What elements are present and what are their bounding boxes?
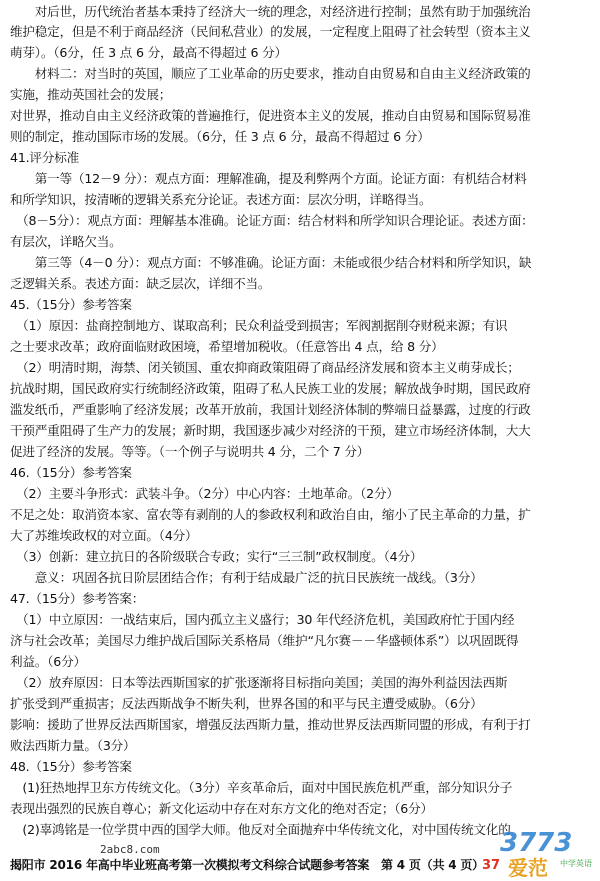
text-line: 济与社会改革；美国尽力维护战后国际关系格局（维护“凡尔赛－－华盛顿体系”）以巩固既得 [10,633,519,648]
logo-subtitle: 中学英语 [560,859,592,868]
text-line: 维护稳定，但是不利于商品经济（民间私营业）的发展，一定程度上阻碍了社会转型（资本主义 [10,24,531,39]
text-line: 实施，推动英国社会的发展； [10,87,172,102]
text-line: 大了苏维埃政权的对立面。（4分） [10,528,198,543]
text-line: 第一等（12－9 分）：观点方面：理解准确，提及利弊两个方面。论证方面：有机结合材料 [10,171,527,186]
text-line: 败法西斯力量。（3分） [10,738,136,753]
text-line: 影响：援助了世界反法西斯国家，增强反法西斯力量，推动世界反法西斯同盟的形成，有利于打 [10,717,531,732]
text-line: （2）明清时期，海禁、闭关锁国、重农抑商政策阻碍了商品经济发展和资本主义萌芽成长； [10,360,520,375]
text-line: 干预严重阻碍了生产力的发展；新时期，我国逐步减少对经济的干预，建立市场经济体制，大大 [10,423,531,438]
section-heading: 48.（15分）参考答案 [10,759,132,774]
section-heading: 41.评分标准 [10,150,80,165]
text-line: 之士要求改革；政府面临财政困境，希望增加税收。（任意答出 4 点，给 8 分） [10,339,444,354]
watermark-url: 2abc8.com [100,843,160,856]
text-line: 萌芽）。（6分，任 3 点 6 分，最高不得超过 6 分） [10,45,287,60]
text-line: (2)辜鸿铭是一位学贯中西的国学大师。他反对全面抛弃中华传统文化，对中国传统文化的 [10,822,511,837]
text-line: （8－5分）：观点方面：理解基本准确。论证方面：结合材料和所学知识合理论证。表述方面： [10,213,534,228]
text-line: 和所学知识，按清晰的逻辑关系充分论证。表述方面：层次分明，详略得当。 [10,192,432,207]
logo-number: 37 [482,858,501,873]
text-line: （3）创新：建立抗日的各阶级联合专政；实行“三三制”政权制度。（4分） [10,549,423,564]
section-heading: 47.（15分）参考答案： [10,591,145,606]
logo-chinese: 爱范 [508,856,548,880]
text-line: 促进了经济的发展。等等。（一个例子与说明共 4 分，二个 7 分） [10,444,370,459]
text-line: 对世界，推动自由主义经济政策的普遍推行，促进资本主义的发展，推动自由贸易和国际贸易准 [10,108,531,123]
section-heading: 45.（15分）参考答案 [10,297,132,312]
page-footer: 揭阳市 2016 年高中毕业班高考第一次模拟考文科综合试题参考答案 第 4 页（共 4 页） [10,858,484,872]
text-line: 扩张受到严重损害；反法西斯战争不断失利，世界各国的和平与民主遭受威胁。（6分） [10,696,483,711]
text-line: 意义：巩固各抗日阶层团结合作；有利于结成最广泛的抗日民族统一战线。（3分） [10,570,483,585]
text-line: （2）主要斗争形式：武装斗争。（2分）中心内容：土地革命。（2分） [10,486,399,501]
text-line: (1)狂热地捍卫东方传统文化。（3分）辛亥革命后，面对中国民族危机严重，部分知识分子 [10,780,513,795]
text-line: 不足之处：取消资本家、富农等有剥削的人的参政权利和政治自由，缩小了民主革命的力量，扩 [10,507,531,522]
site-logo [482,828,598,878]
text-line: 滥发纸币，严重影响了经济发展；改革开放前，我国计划经济体制的弊端日益暴露，过度的行政 [10,402,531,417]
text-line: 乏逻辑关系。表述方面：缺乏层次，详细不当。 [10,276,271,291]
text-line: （1）原因：盐商控制地方、谋取高利；民众利益受到损害；军阀割据削夺财税来源；有识 [10,318,508,333]
text-line: 表现出强烈的民族自尊心；新文化运动中存在对东方文化的绝对否定；（6分） [10,801,433,816]
logo-text: 3773 [500,828,573,858]
text-line: （2）放弃原因：日本等法西斯国家的扩张逐渐将目标指向美国；美国的海外利益因法西斯 [10,675,508,690]
text-line: 利益。（6分） [10,654,86,669]
text-line: 则的制定，推动国际市场的发展。（6分，任 3 点 6 分，最高不得超过 6 分） [10,129,430,144]
text-line: （1）中立原因：一战结束后，国内孤立主义盛行；30 年代经济危机，美国政府忙于国内经 [10,612,515,627]
text-line: 材料二：对当时的英国，顺应了工业革命的历史要求，推动自由贸易和自由主义经济政策的 [10,66,531,81]
section-heading: 46.（15分）参考答案 [10,465,132,480]
text-line: 有层次，详略欠当。 [10,234,122,249]
text-line: 抗战时期，国民政府实行统制经济政策，阻碍了私人民族工业的发展；解放战争时期，国民政府 [10,381,531,396]
text-line: 第三等（4－0 分）：观点方面：不够准确。论证方面：未能或很少结合材料和所学知识，缺 [10,255,532,270]
text-line: 对后世，历代统治者基本秉持了经济大一统的理念，对经济进行控制；虽然有助于加强统治 [10,4,531,19]
